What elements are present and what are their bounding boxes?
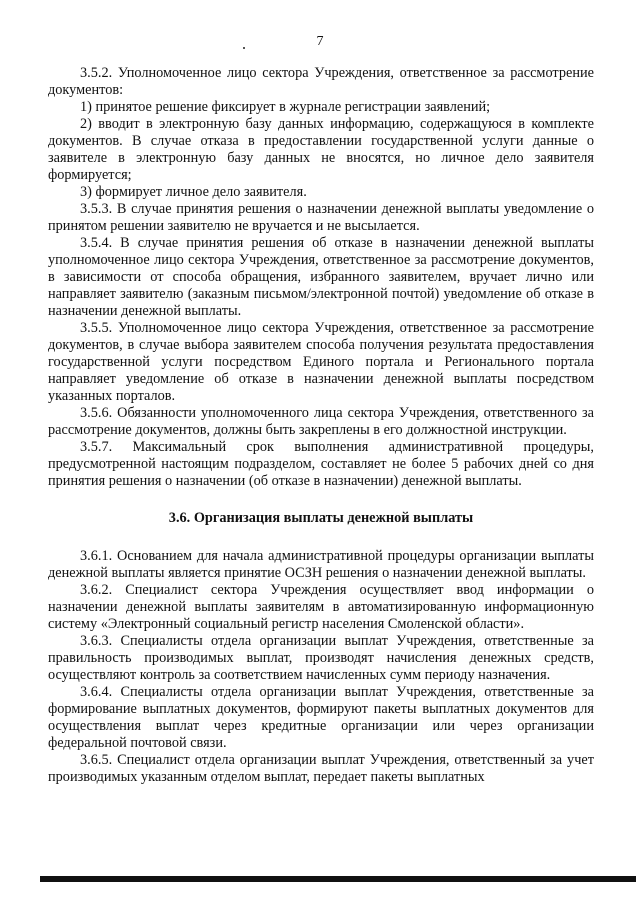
paragraph: 3.6.5. Специалист отдела организации выплат Учреждения, ответственный за учет производимых указанным отделом выплат, передает пакеты выплатных: [48, 752, 594, 785]
scan-bottom-border: [40, 876, 636, 882]
paragraph: 2) вводит в электронную базу данных информацию, содержащуюся в комплекте документов. В случае отказа в предоставлении государственной услуги данные о заявителе в электронную базу данных не вносятся, но личное дело заявителя формируется;: [48, 116, 594, 183]
paragraph: 3.5.5. Уполномоченное лицо сектора Учреждения, ответственное за рассмотрение документов, в случае выбора заявителем способа получения результата предоставления государственной услуги посредством Единого портала и Регионального портала направляет уведомление об отказе в назначении денежной выплаты посредством указанных порталов.: [48, 320, 594, 404]
paragraph: 3.6.2. Специалист сектора Учреждения осуществляет ввод информации о назначении денежной выплаты заявителям в автоматизированную информационную систему «Электронный социальный регистр населения Смоленской области».: [48, 582, 594, 632]
paragraph: 3.5.4. В случае принятия решения об отказе в назначении денежной выплаты уполномоченное лицо сектора Учреждения, ответственное за рассмотрение документов, в зависимости от способа обращения, избранного заявителем, вручает лично или направляет заявителю (заказным письмом/электронной почтой) уведомление об отказе в назначении денежной выплаты.: [48, 235, 594, 319]
paragraph: 3.6.3. Специалисты отдела организации выплат Учреждения, ответственные за правильность производимых выплат, производят начисления денежных средств, осуществляют контроль за соответствием начисленных сумм периоду назначения.: [48, 633, 594, 683]
scan-speck: [243, 47, 245, 49]
document-body: [48, 65, 594, 786]
paragraph: 3.5.6. Обязанности уполномоченного лица сектора Учреждения, ответственного за рассмотрение документов, должны быть закреплены в его должностной инструкции.: [48, 405, 594, 438]
paragraph: 3) формирует личное дело заявителя.: [80, 184, 307, 200]
paragraph: 3.5.7. Максимальный срок выполнения административной процедуры, предусмотренной настоящим подразделом, составляет не более 5 рабочих дней со дня принятия решения о назначении (об отказе в назначении) денежной выплаты.: [48, 439, 594, 489]
paragraph: 1) принятое решение фиксирует в журнале регистрации заявлений;: [80, 99, 491, 115]
paragraph: 3.5.3. В случае принятия решения о назначении денежной выплаты уведомление о принятом решении заявителю не вручается и не высылается.: [48, 201, 594, 234]
paragraph: 3.6.1. Основанием для начала административной процедуры организации выплаты денежной выплаты является принятие ОСЗН решения о назначении денежной выплаты.: [48, 548, 594, 581]
paragraph: 3.6.4. Специалисты отдела организации выплат Учреждения, ответственные за формирование выплатных документов, формируют пакеты выплатных документов для осуществления выплат через кредитные организации или через организации федеральной почтовой связи.: [48, 684, 594, 751]
section-heading: 3.6. Организация выплаты денежной выплаты: [168, 510, 474, 526]
paragraph: 3.5.2. Уполномоченное лицо сектора Учреждения, ответственное за рассмотрение документов:: [48, 65, 594, 98]
page-number: 7: [316, 34, 324, 49]
